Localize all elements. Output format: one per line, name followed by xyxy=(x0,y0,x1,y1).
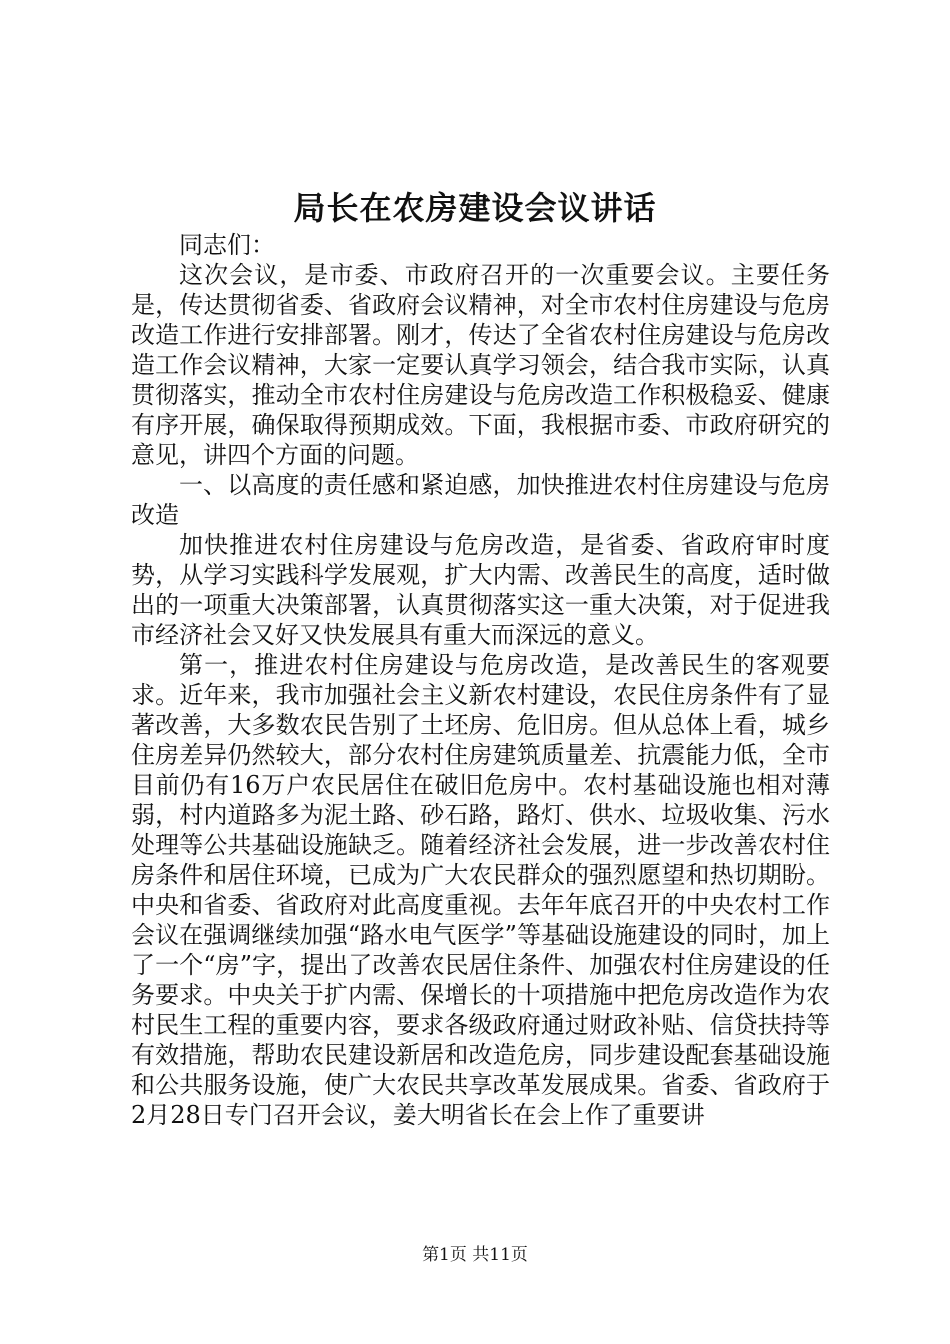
paragraph-first-point: 第一，推进农村住房建设与危房改造，是改善民生的客观要求。近年来，我市加强社会主义新农村建设，农民住房条件有了显著改善，大多数农民告别了土坯房、危旧房。但从总体上看，城乡住房差异仍然较大，部分农村住房建筑质量差、抗震能力低，全市目前仍有16万户农民居住在破旧危房中。农村基础设施也相对薄弱，村内道路多为泥土路、砂石路，路灯、供水、垃圾收集、污水处理等公共基础设施缺乏。随着经济社会发展，进一步改善农村住房条件和居住环境，已成为广大农民群众的强烈愿望和热切期盼。中央和省委、省政府对此高度重视。去年年底召开的中央农村工作会议在强调继续加强“路水电气医学”等基础设施建设的同时，加上了一个“房”字，提出了改善农民居住条件、加强农村住房建设的任务要求。中央关于扩内需、保增长的十项措施中把危房改造作为农村民生工程的重要内容，要求各级政府通过财政补贴、信贷扶持等有效措施，帮助农民建设新居和改造危房，同步建设配套基础设施和公共服务设施，使广大农民共享改革发展成果。省委、省政府于2月28日专门召开会议，姜大明省长在会上作了重要讲 xyxy=(131,651,830,1129)
paragraph-section-1: 加快推进农村住房建设与危房改造，是省委、省政府审时度势，从学习实践科学发展观，扩大内需、改善民生的高度，适时做出的一项重大决策部署，认真贯彻落实这一重大决策，对于促进我市经济社会又好又快发展具有重大而深远的意义。 xyxy=(131,531,830,649)
document-title: 局长在农房建设会议讲话 xyxy=(293,189,657,227)
section-heading-1: 一、以高度的责任感和紧迫感，加快推进农村住房建设与危房改造 xyxy=(131,471,830,529)
page-footer: 第1页 共11页 xyxy=(422,1245,528,1265)
paragraph-intro: 这次会议，是市委、市政府召开的一次重要会议。主要任务是，传达贯彻省委、省政府会议精神，对全市农村住房建设与危房改造工作进行安排部署。刚才，传达了全省农村住房建设与危房改造工作会议精神，大家一定要认真学习领会，结合我市实际，认真贯彻落实，推动全市农村住房建设与危房改造工作积极稳妥、健康有序开展，确保取得预期成效。下面，我根据市委、市政府研究的意见，讲四个方面的问题。 xyxy=(131,261,830,469)
document-body xyxy=(131,230,830,1130)
salutation: 同志们： xyxy=(179,231,275,259)
